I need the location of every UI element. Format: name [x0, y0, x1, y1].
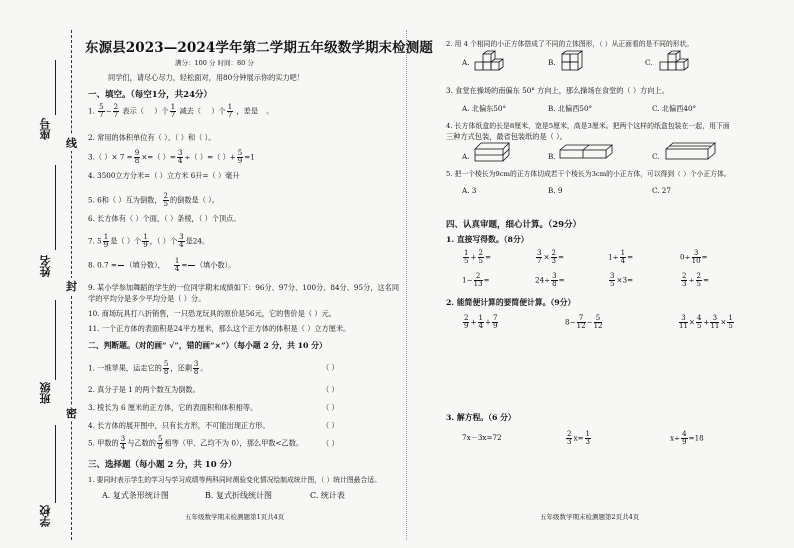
choice-q3: 3. 食堂在操场的南偏东 50° 方向上，那么操场在食堂的（ ）方向上。 [446, 86, 669, 95]
choice-q3-opt-a: A. 北偏东50° [462, 104, 507, 113]
choice-q4-opt-b: B. [548, 152, 556, 161]
mental-calc-6: 24÷ $\frac{3}{8}$ = [535, 272, 565, 288]
judge-blank-1[interactable]: （ ） [322, 363, 339, 372]
fill-q6: 6. 长方体有（ ）个面，（ ）条棱，（ ）个顶点。 [88, 214, 241, 223]
simplify-calc-3: $\frac{3}{11}$ × $\frac{4}{5}$ + $\frac{3}{11}$ × $\frac{1}{5}$ [679, 314, 733, 330]
box-figure-b [560, 145, 620, 163]
section-3-title: 三、选择题（每小题 2 分，共 10 分） [88, 460, 237, 470]
judge-blank-3[interactable]: （ ） [322, 403, 339, 412]
left-footer: 五年级数学期末检测题第1页共4页 [185, 513, 285, 521]
cubes-figure-b [562, 50, 592, 72]
judge-blank-5[interactable]: （ ） [322, 439, 339, 448]
fill-q4: 4. 3500立方分米=（ ）立方米 6升=（ ）毫升 [88, 171, 240, 180]
seal-char-line: 线 [66, 137, 77, 150]
judge-q4: 4. 长方体的展开图中，只有长方形，不可能出现正方形。 [88, 421, 270, 430]
simplify-calc-1: $\frac{2}{9}$ + $\frac{1}{4}$ + $\frac{7}{9}$ [464, 314, 498, 330]
intro-text: 同学们，请尽心尽力，轻松面对，用80分钟展示你的实力吧！ [108, 73, 305, 82]
mental-calc-1: $\frac{1}{5}$ + $\frac{2}{5}$ = [464, 249, 491, 265]
choice-q3-opt-c: C. 北偏西40° [652, 104, 697, 113]
mental-calc-3: 1÷ $\frac{1}{4}$ = [608, 249, 634, 265]
judge-q5: 5. 甲数的 $\frac{3}{4}$ 与乙数的 $\frac{5}{8}$ 相等（甲、乙均不为 0），那么甲数<乙数。 [88, 435, 304, 451]
calc-part-1-title: 1. 直接写得数。（8分） [446, 235, 529, 244]
class-label: 班级 [39, 382, 52, 404]
section-4-title: 四、认真审题，细心计算。（29分） [446, 220, 582, 230]
name-line [55, 165, 56, 250]
section-2-title: 二、判断题。（对的画“ √”，错的画“×”）（每小题 2 分，共 10 分） [88, 341, 327, 350]
equation-2: $\frac{2}{3}$ x= $\frac{1}{3}$ [567, 430, 591, 446]
fill-q1: 1. $\frac{5}{7}$ − $\frac{2}{7}$ 表示（ ）个 $\frac{1}{7}$ 减去（ ）个 $\frac{1}{7}$ ，差是 。 [88, 103, 274, 119]
choice-q5-opt-a: A. 3 [462, 186, 477, 195]
fill-q8: 8. 0.7 = （填分数）， $\frac{1}{4}$ = （填小数）。 [88, 257, 236, 273]
choice-q2-opt-a: A. [462, 58, 470, 67]
choice-q1-opt-b: B. 复式折线统计图 [205, 491, 272, 500]
school-line [55, 425, 56, 503]
mental-calc-2: $\frac{3}{7}$ × $\frac{2}{3}$ = [537, 249, 564, 265]
fill-q2: 2. 常用的体积单位有（ ）、（ ）和（ ）。 [88, 133, 216, 142]
calc-part-3-title: 3. 解方程。（6 分） [446, 413, 516, 422]
school-label: 学校 [39, 505, 52, 527]
equation-3: x÷ $\frac{4}{9}$ =18 [670, 430, 704, 446]
judge-q3: 3. 棱长为 6 厘米的正方体，它的表面积和体积相等。 [88, 403, 258, 412]
seal-char-secret: 密 [66, 407, 77, 420]
box-figure-c [666, 143, 720, 165]
choice-q1-opt-a: A. 复式条形统计图 [102, 491, 169, 500]
cubes-figure-a [475, 50, 505, 72]
choice-q2-opt-b: B. [548, 58, 556, 67]
choice-q1: 1. 要同时表示学生的学习与学习成绩等两科同时测验变化情况绘制成统计图，（ ）统计图最合适。 [88, 476, 381, 484]
seat-line [55, 60, 56, 115]
score-line: 满分：100 分 时间：80 分 [175, 59, 254, 67]
fill-q7: 7. 5 $\frac{1}{9}$ 是（ ）个 $\frac{1}{9}$ ，（ ）个 $\frac{3}{4}$ 是24。 [88, 233, 210, 249]
mental-calc-8: $\frac{2}{3}$ ÷ $\frac{2}{5}$ = [682, 272, 709, 288]
judge-blank-4[interactable]: （ ） [322, 421, 339, 430]
simplify-calc-2: 8− $\frac{7}{12}$ − $\frac{5}{12}$ [565, 314, 603, 330]
fill-q10: 10. 商场玩具打八折销售，一只恐龙玩具的原价是56元，它的售价是（ ）元。 [88, 309, 336, 318]
fill-q5: 5. 6和（ ）互为倒数， $\frac{2}{5}$ 的倒数是（ ）。 [88, 192, 219, 208]
class-line [55, 300, 56, 380]
seal-char-seal: 封 [66, 280, 77, 293]
choice-q2: 2. 用 4 个相同的小正方体搭成了不同的立体图形，（ ）从正面看的是不同的形状。 [446, 40, 694, 48]
cubes-figure-c [660, 50, 692, 72]
judge-q1: 1. 一堆苹果，运走它的 $\frac{5}{8}$ ，还剩 $\frac{3}{8}$ 。 [88, 360, 208, 376]
box-figure-a [475, 143, 515, 165]
choice-q2-opt-c: C. [645, 58, 653, 67]
right-footer: 五年级数学期末检测题第2页共4页 [540, 513, 640, 521]
page-divider [406, 30, 407, 540]
choice-q5-opt-b: B. 9 [548, 186, 563, 195]
choice-q4-opt-a: A. [462, 152, 470, 161]
mental-calc-5: 1− $\frac{2}{13}$ = [462, 272, 490, 288]
section-1-title: 一、填空。（每空1分，共24分） [88, 90, 212, 100]
page-title: 东源县2023—2024学年第二学期五年级数学期末检测题 [85, 40, 433, 56]
judge-blank-2[interactable]: （ ） [322, 385, 339, 394]
choice-q5-opt-c: C. 27 [652, 186, 671, 195]
choice-q5: 5. 把一个棱长为9cm的正方体切成若干个棱长为3cm的小正方体，可以得到（ ）个小正方体。 [446, 170, 731, 178]
mental-calc-7: $\frac{3}{5}$ ×3= [610, 272, 634, 288]
choice-q4-line1: 4. 长方体纸盒的长是8厘米，宽是5厘米，高是3厘米。把两个这样的纸盒包装在一起，用下面 [446, 122, 730, 130]
seat-label: 座号 [39, 118, 52, 140]
choice-q1-opt-c: C. 统计表 [310, 491, 345, 500]
fill-q11: 11. 一个正方体的表面积是24平方厘米，那么这个正方体的体积是（ ）立方厘米。 [88, 324, 351, 333]
choice-q4-opt-c: C. [652, 152, 660, 161]
choice-q4-line2: 三种方式包装，最省包装纸的是（ ）。 [446, 132, 567, 141]
calc-part-2-title: 2. 能简便计算的要简便计算。（9分） [446, 298, 576, 307]
choice-q3-opt-b: B. 北偏西50° [548, 104, 593, 113]
name-label: 姓名 [39, 255, 52, 277]
judge-q2: 2. 真分子是 1 的两个数互为倒数。 [88, 385, 200, 394]
equation-1: 7x－3x=72 [462, 433, 502, 442]
fill-q9: 9. 某小学参加舞蹈的学生的一位同学期末成绩如下：96分、97分、100分、84分、95分，这名同学的平均分是多少平均分是（ ）分。 [88, 283, 400, 303]
fill-q3: 3.（ ）× 7 = $\frac{9}{8}$ ×=（ ）= $\frac{3}{4}$ ÷（ ）=（ ）+ $\frac{5}{9}$ =1 [88, 149, 255, 165]
mental-calc-4: 0÷ $\frac{3}{10}$ = [680, 249, 708, 265]
